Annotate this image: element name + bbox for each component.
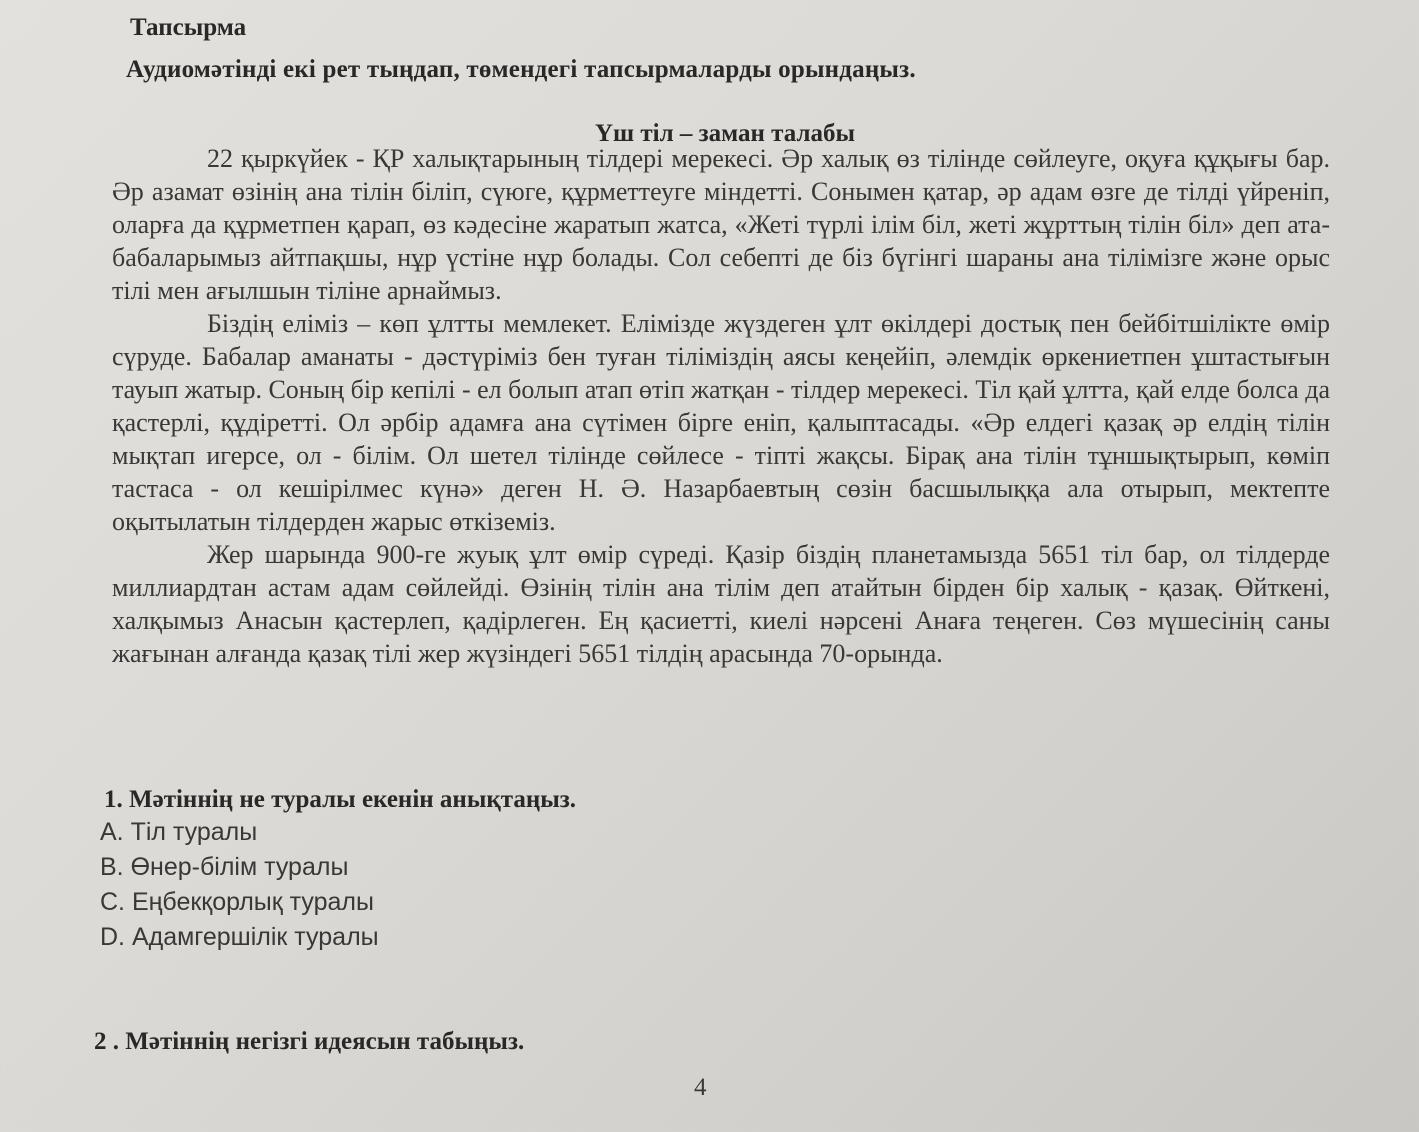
option-a[interactable]: A. Тіл туралы xyxy=(100,818,258,846)
question-2: 2 . Мәтіннің негізгі идеясын табыңыз. xyxy=(94,1028,525,1055)
task-instruction: Аудиомәтінді екі рет тыңдап, төмендегі тапсырмаларды орындаңыз. xyxy=(126,56,916,83)
text-title: Үш тіл – заман талабы xyxy=(594,120,856,147)
reading-text xyxy=(112,142,1330,670)
option-b[interactable]: B. Өнер-білім туралы xyxy=(100,853,349,881)
task-label: Тапсырма xyxy=(130,14,247,41)
paragraph: Жер шарында 900-ге жуық ұлт өмір сүреді. Қазір біздің планетамызда 5651 тіл бар, ол тілдерде миллиардтан астам адам сөйлейді. Өзінің тілін ана тілім деп атайтын бірден бір халық - қазақ. Өйткені, халқымыз Анасын қастерлеп, қадірлеген. Ең қасиетті, киелі нәрсені Анаға теңеген. Сөз мүшесінің саны жағынан алғанда қазақ тілі жер жүзіндегі 5651 тілдің арасында 70-орында. xyxy=(112,540,1330,668)
page-number: 4 xyxy=(694,1074,707,1101)
paragraph: 22 қыркүйек - ҚР халықтарының тілдері мерекесі. Әр халық өз тілінде сөйлеуге, оқуға құқығы бар. Әр азамат өзінің ана тілін біліп, сүюге, құрметтеуге міндетті. Сонымен қатар, әр адам өзге де тілді үйреніп, оларға да құрметпен қарап, өз кәдесіне жаратып жатса, «Жеті түрлі ілім біл, жеті жұрттың тілін біл» деп ата-бабаларымыз айтпақшы, нұр үстіне нұр болады. Сол себепті де біз бүгінгі шараны ана тілімізге және орыс тілі мен ағылшын тіліне арнаймыз. xyxy=(112,144,1330,305)
option-d[interactable]: D. Адамгершілік туралы xyxy=(100,923,379,951)
question-1-options xyxy=(100,815,379,955)
question-1: 1. Мәтіннің не туралы екенін анықтаңыз. xyxy=(104,786,577,813)
option-c[interactable]: C. Еңбекқорлық туралы xyxy=(100,888,374,916)
paragraph: Біздің еліміз – көп ұлтты мемлекет. Елімізде жүздеген ұлт өкілдері достық пен бейбітшілікте өмір сүруде. Бабалар аманаты - дәстүріміз бен туған тіліміздің аясы кеңейіп, әлемдік өркениетпен ұштастығын тауып жатыр. Соның бір кепілі - ел болып атап өтіп жатқан - тілдер мерекесі. Тіл қай ұлтта, қай елде болса да қастерлі, құдіретті. Ол әрбір адамға ана сүтімен бірге еніп, қалыптасады. «Әр елдегі қазақ әр елдің тілін мықтап игерсе, ол - білім. Ол шетел тілінде сөйлесе - тіпті жақсы. Бірақ ана тілін тұншықтырып, көміп тастаса - ол кешірілмес күнә» деген Н. Ә. Назарбаевтың сөзін басшылыққа ала отырып, мектепте оқытылатын тілдерден жарыс өткіземіз. xyxy=(112,309,1330,536)
